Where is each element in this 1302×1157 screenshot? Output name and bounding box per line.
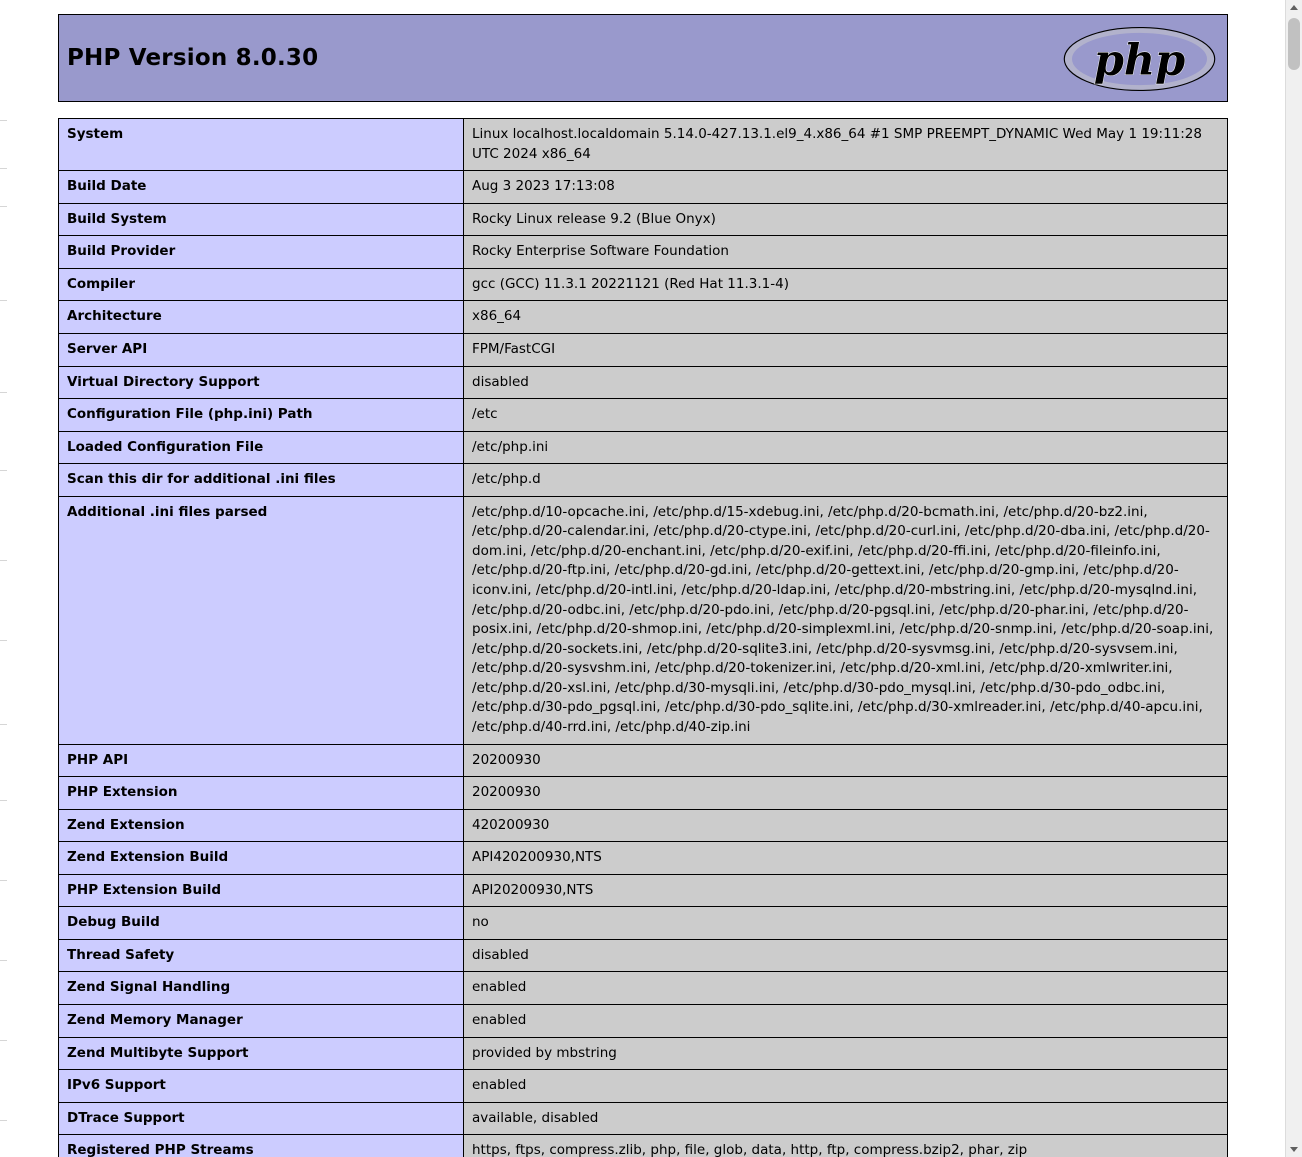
table-cell-value: provided by mbstring (464, 1037, 1228, 1070)
table-cell-key: Build Provider (59, 236, 464, 269)
table-row (59, 333, 1228, 366)
table-cell-key: Thread Safety (59, 939, 464, 972)
phpinfo-document (58, 0, 1228, 1157)
table-cell-key: Zend Extension (59, 809, 464, 842)
php-logo-icon (1062, 26, 1217, 92)
table-row (59, 268, 1228, 301)
table-cell-key: Debug Build (59, 907, 464, 940)
table-cell-value: Linux localhost.localdomain 5.14.0-427.13.1.el9_4.x86_64 #1 SMP PREEMPT_DYNAMIC Wed May 1 19:11:28 UTC 2024 x86_64 (464, 119, 1228, 171)
table-cell-value: disabled (464, 366, 1228, 399)
table-cell-key: Zend Multibyte Support (59, 1037, 464, 1070)
table-row (59, 842, 1228, 875)
table-cell-value: Aug 3 2023 17:13:08 (464, 171, 1228, 204)
table-row (59, 1005, 1228, 1038)
table-cell-value: enabled (464, 1070, 1228, 1103)
table-cell-key: Additional .ini files parsed (59, 496, 464, 744)
table-cell-key: Zend Extension Build (59, 842, 464, 875)
table-body (59, 119, 1228, 1157)
table-row (59, 809, 1228, 842)
table-cell-value: x86_64 (464, 301, 1228, 334)
scroll-up-arrow[interactable] (1286, 0, 1302, 16)
table-row (59, 1135, 1228, 1157)
table-cell-value: 20200930 (464, 744, 1228, 777)
table-row (59, 431, 1228, 464)
table-row (59, 301, 1228, 334)
table-cell-value: https, ftps, compress.zlib, php, file, glob, data, http, ftp, compress.bzip2, phar, zip (464, 1135, 1228, 1157)
php-logo-text: php (1093, 36, 1186, 87)
table-cell-value: disabled (464, 939, 1228, 972)
table-cell-value: enabled (464, 972, 1228, 1005)
table-row (59, 119, 1228, 171)
table-cell-value: gcc (GCC) 11.3.1 20221121 (Red Hat 11.3.1-4) (464, 268, 1228, 301)
table-row (59, 1070, 1228, 1103)
table-cell-key: Zend Signal Handling (59, 972, 464, 1005)
table-cell-value: 420200930 (464, 809, 1228, 842)
table-row (59, 366, 1228, 399)
table-cell-value: available, disabled (464, 1102, 1228, 1135)
left-margin (0, 0, 10, 1157)
table-cell-value: /etc/php.ini (464, 431, 1228, 464)
table-cell-key: Build System (59, 203, 464, 236)
table-cell-key: Compiler (59, 268, 464, 301)
table-cell-value: Rocky Enterprise Software Foundation (464, 236, 1228, 269)
table-cell-key: Registered PHP Streams (59, 1135, 464, 1157)
table-row (59, 203, 1228, 236)
table-cell-value: no (464, 907, 1228, 940)
table-cell-value: API420200930,NTS (464, 842, 1228, 875)
table-cell-key: IPv6 Support (59, 1070, 464, 1103)
table-cell-value: /etc (464, 399, 1228, 432)
table-cell-value: FPM/FastCGI (464, 333, 1228, 366)
table-row (59, 939, 1228, 972)
table-row (59, 744, 1228, 777)
table-row (59, 1102, 1228, 1135)
table-cell-key: Loaded Configuration File (59, 431, 464, 464)
phpinfo-core-table (58, 118, 1228, 1157)
table-cell-key: PHP Extension Build (59, 874, 464, 907)
table-row (59, 496, 1228, 744)
table-cell-key: Architecture (59, 301, 464, 334)
table-row (59, 1037, 1228, 1070)
table-cell-key: System (59, 119, 464, 171)
table-row (59, 464, 1228, 497)
table-cell-value: 20200930 (464, 777, 1228, 810)
table-row (59, 907, 1228, 940)
page-title: PHP Version 8.0.30 (67, 45, 319, 71)
table-cell-key: Server API (59, 333, 464, 366)
table-row (59, 236, 1228, 269)
table-cell-key: Build Date (59, 171, 464, 204)
table-row (59, 399, 1228, 432)
scroll-down-arrow[interactable] (1286, 1141, 1302, 1157)
table-cell-key: PHP Extension (59, 777, 464, 810)
scrollbar-thumb[interactable] (1288, 18, 1300, 70)
php-version-banner (58, 14, 1228, 102)
table-cell-key: Zend Memory Manager (59, 1005, 464, 1038)
table-cell-value: enabled (464, 1005, 1228, 1038)
table-cell-key: PHP API (59, 744, 464, 777)
table-cell-key: Scan this dir for additional .ini files (59, 464, 464, 497)
table-row (59, 171, 1228, 204)
table-cell-key: DTrace Support (59, 1102, 464, 1135)
table-cell-key: Virtual Directory Support (59, 366, 464, 399)
table-row (59, 874, 1228, 907)
table-cell-value: /etc/php.d/10-opcache.ini, /etc/php.d/15-xdebug.ini, /etc/php.d/20-bcmath.ini, /etc/php.d/20-bz2.ini, /etc/php.d/20-calendar.ini, /etc/php.d/20-ctype.ini, /etc/php.d/20-curl.ini, /etc/php.d/20-dba.ini, /etc/php.d/20-dom.ini, /etc/php.d/20-enchant.ini, /etc/php.d/20-exif.ini, /etc/php.d/20-ffi.ini, /etc/php.d/20-fileinfo.ini, /etc/php.d/20-ftp.ini, /etc/php.d/20-gd.ini, /etc/php.d/20-gettext.ini, /etc/php.d/20-gmp.ini, /etc/php.d/20-iconv.ini, /etc/php.d/20-intl.ini, /etc/php.d/20-ldap.ini, /etc/php.d/20-mbstring.ini, /etc/php.d/20-mysqlnd.ini, /etc/php.d/20-odbc.ini, /etc/php.d/20-pdo.ini, /etc/php.d/20-pgsql.ini, /etc/php.d/20-phar.ini, /etc/php.d/20-posix.ini, /etc/php.d/20-shmop.ini, /etc/php.d/20-simplexml.ini, /etc/php.d/20-snmp.ini, /etc/php.d/20-soap.ini, /etc/php.d/20-sockets.ini, /etc/php.d/20-sqlite3.ini, /etc/php.d/20-sysvmsg.ini, /etc/php.d/20-sysvsem.ini, /etc/php.d/20-sysvshm.ini, /etc/php.d/20-tokenizer.ini, /etc/php.d/20-xml.ini, /etc/php.d/20-xmlwriter.ini, /etc/php.d/20-xsl.ini, /etc/php.d/30-mysqli.ini, /etc/php.d/30-pdo_mysql.ini, /etc/php.d/30-pdo_odbc.ini, /etc/php.d/30-pdo_pgsql.ini, /etc/php.d/30-pdo_sqlite.ini, /etc/php.d/30-xmlreader.ini, /etc/php.d/40-apcu.ini, /etc/php.d/40-rrd.ini, /etc/php.d/40-zip.ini (464, 496, 1228, 744)
table-cell-value: API20200930,NTS (464, 874, 1228, 907)
vertical-scrollbar[interactable] (1285, 0, 1302, 1157)
table-cell-value: /etc/php.d (464, 464, 1228, 497)
table-cell-key: Configuration File (php.ini) Path (59, 399, 464, 432)
table-row (59, 777, 1228, 810)
table-cell-value: Rocky Linux release 9.2 (Blue Onyx) (464, 203, 1228, 236)
find-tickmarks (0, 0, 8, 1157)
table-row (59, 972, 1228, 1005)
